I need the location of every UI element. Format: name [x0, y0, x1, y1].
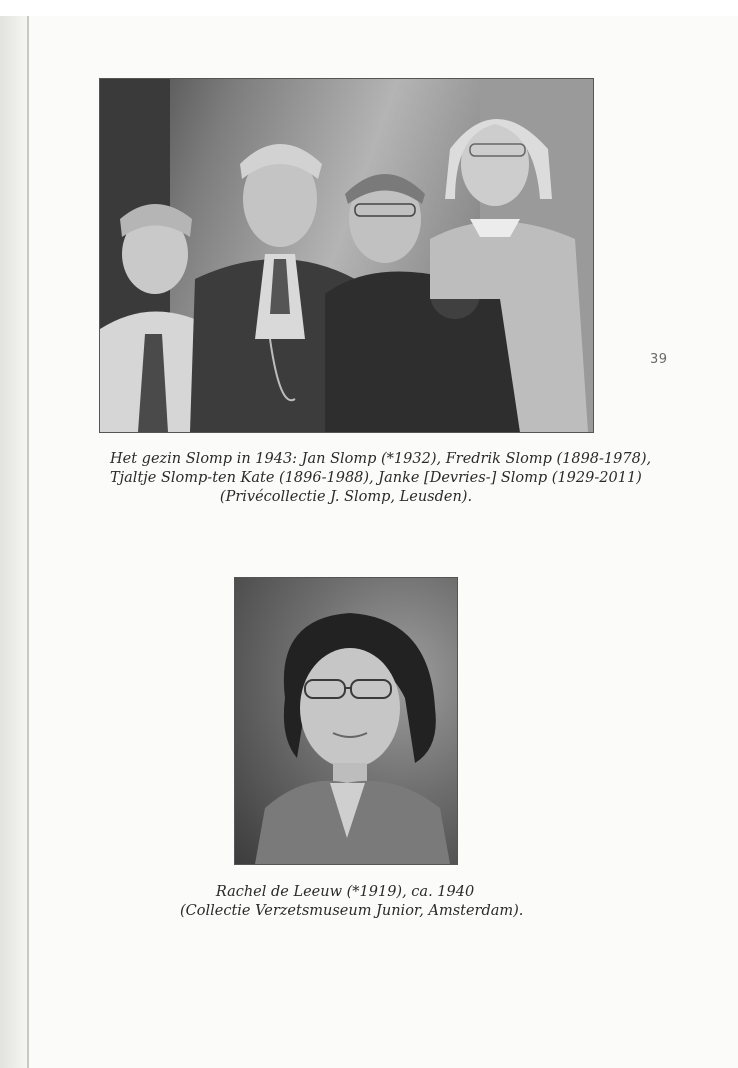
family-photograph — [99, 78, 594, 433]
caption-line: Tjaltje Slomp-ten Kate (1896-1988), Janke [Devries-] Slomp (1929-2011) — [110, 470, 642, 486]
page-number: 39 — [650, 352, 668, 367]
family-photo-illustration — [100, 79, 593, 432]
book-binding-shadow — [0, 16, 28, 1068]
book-gutter-line — [27, 16, 29, 1068]
caption-line: Het gezin Slomp in 1943: Jan Slomp (*1932), Fredrik Slomp (1898-1978), — [110, 451, 652, 467]
caption-line: Rachel de Leeuw (*1919), ca. 1940 — [215, 884, 475, 900]
portrait-photo-illustration — [235, 578, 457, 864]
family-photo-caption — [110, 450, 652, 507]
portrait-caption — [180, 883, 524, 921]
caption-line: (Privécollectie J. Slomp, Leusden). — [219, 489, 473, 505]
page-top-margin — [0, 0, 738, 16]
portrait-photograph — [234, 577, 458, 865]
caption-line: (Collectie Verzetsmuseum Junior, Amsterdam). — [180, 903, 524, 919]
